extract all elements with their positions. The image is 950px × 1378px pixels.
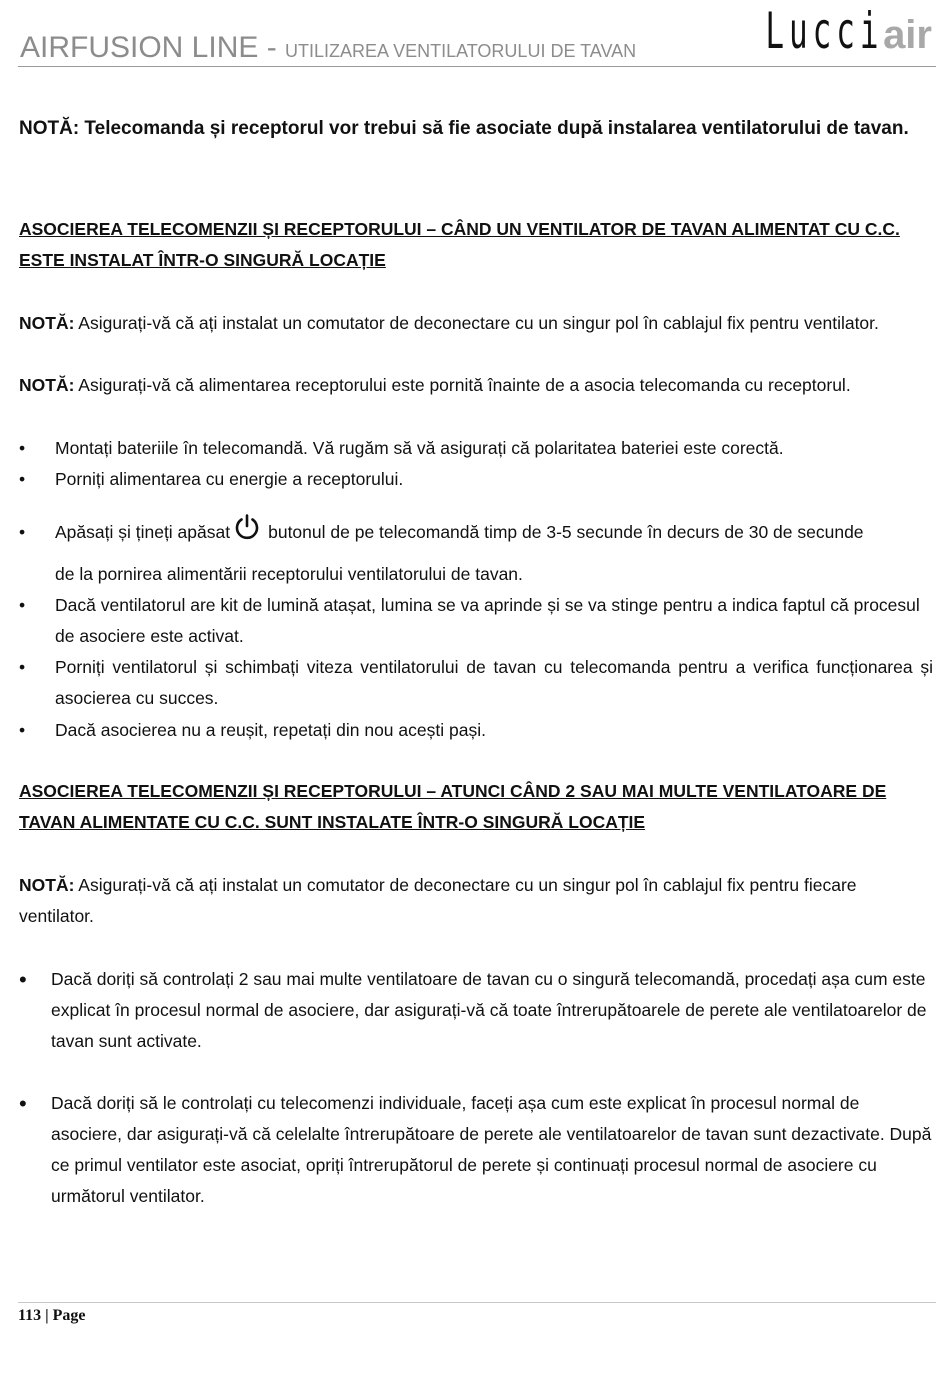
bullet-dot: • [19, 438, 26, 458]
list-item-text: Montați bateriile în telecomandă. Vă rugăm să vă asigurați că polaritatea bateriei este corectă. [55, 438, 784, 458]
list-item-text: Dacă doriți să le controlați cu telecomenzi individuale, faceți așa cum este explicat în procesul normal de asociere, dar asigurați-vă că celelalte întrerupătoare de perete ale ventilatoarelor de tavan sunt dezactivate. După ce primul ventilator este asociat, opriți întrerupătorul de perete și continuați procesul normal de asociere cu următorul ventilator. [51, 1093, 932, 1206]
note-text: Asigurați-vă că ați instalat un comutator de deconectare cu un singur pol în cablajul fix pentru fiecare ventilator. [19, 875, 857, 926]
list-item-text-part1: Apăsați și țineți apăsat [55, 522, 231, 542]
list-item-text: Dacă ventilatorul are kit de lumină atașat, lumina se va aprinde și se va stinge pentru a indica faptul că procesul de asociere este activat. [55, 595, 920, 646]
list-item-text-part2: butonul de pe telecomandă timp de 3-5 secunde în decurs de 30 de secunde [268, 522, 864, 542]
logo-text-lucci: Lucci [764, 2, 884, 60]
note-label: NOTĂ: [19, 875, 75, 895]
logo-text-air: air [883, 13, 932, 57]
page-header [18, 0, 936, 67]
section1-heading: ASOCIEREA TELECOMENZII ȘI RECEPTORULUI – CÂND UN VENTILATOR DE TAVAN ALIMENTAT CU C.C. ESTE INSTALAT ÎNTR-O SINGURĂ LOCAȚIE [19, 219, 900, 270]
section2-note-disconnect [19, 870, 933, 932]
bullet-dot: • [19, 1091, 27, 1116]
note-paired-after-install: NOTĂ: Telecomanda și receptorul vor trebui să fie asociate după instalarea ventilatorului de tavan. [19, 118, 909, 139]
bullet-dot: • [19, 657, 26, 677]
section1-note-power-on [19, 370, 933, 401]
list-item-text: Dacă asocierea nu a reușit, repetați din nou acești pași. [55, 720, 486, 740]
note-text: Asigurați-vă că alimentarea receptorului este pornită înainte de a asocia telecomanda cu receptorul. [74, 375, 851, 395]
bullet-dot: • [19, 469, 26, 489]
power-icon [234, 514, 260, 540]
page-label: | Page [41, 1307, 86, 1324]
bullet-dot: • [19, 967, 27, 992]
note-text: Asigurați-vă că ați instalat un comutator de deconectare cu un singur pol în cablajul fix pentru ventilator. [74, 313, 879, 333]
note-label: NOTĂ: [19, 313, 75, 333]
bullet-dot: • [19, 595, 26, 615]
bullet-dot: • [19, 522, 26, 542]
header-title-sub: UTILIZAREA VENTILATORULUI DE TAVAN [285, 41, 637, 61]
page-number-value: 113 [18, 1307, 42, 1324]
bullet-dot: • [19, 720, 26, 740]
list-item-text: Porniți ventilatorul și schimbați viteza ventilatorului de tavan cu telecomanda pentru a verifica funcționarea și asocierea cu succes. [55, 657, 933, 708]
note-label: NOTĂ: [19, 375, 75, 395]
list-item-text: Porniți alimentarea cu energie a receptorului. [55, 469, 404, 489]
list-item-text [55, 508, 933, 556]
header-title [20, 31, 636, 65]
list-item-text: de la pornirea alimentării receptorului ventilatorului de tavan. [55, 564, 523, 584]
list-item-text: Dacă doriți să controlați 2 sau mai multe ventilatoare de tavan cu o singură telecomandă, procedați așa cum este explicat în procesul normal de asociere, dar asigurați-vă că toate întrerupătoarele de perete ale ventilatoarelor de tavan sunt activate. [51, 969, 927, 1051]
page-footer [18, 1302, 936, 1324]
section2-heading: ASOCIEREA TELECOMENZII ȘI RECEPTORULUI – ATUNCI CÂND 2 SAU MAI MULTE VENTILATOARE DE TAVAN ALIMENTATE CU C.C. SUNT INSTALATE ÎNTR-O SINGURĂ LOCAȚIE [19, 781, 887, 832]
brand-logo [693, 2, 932, 60]
header-title-dash: - [258, 31, 286, 64]
page-number [18, 1307, 86, 1325]
header-title-main: AIRFUSION LINE [20, 31, 259, 64]
section1-note-disconnect [19, 308, 933, 339]
